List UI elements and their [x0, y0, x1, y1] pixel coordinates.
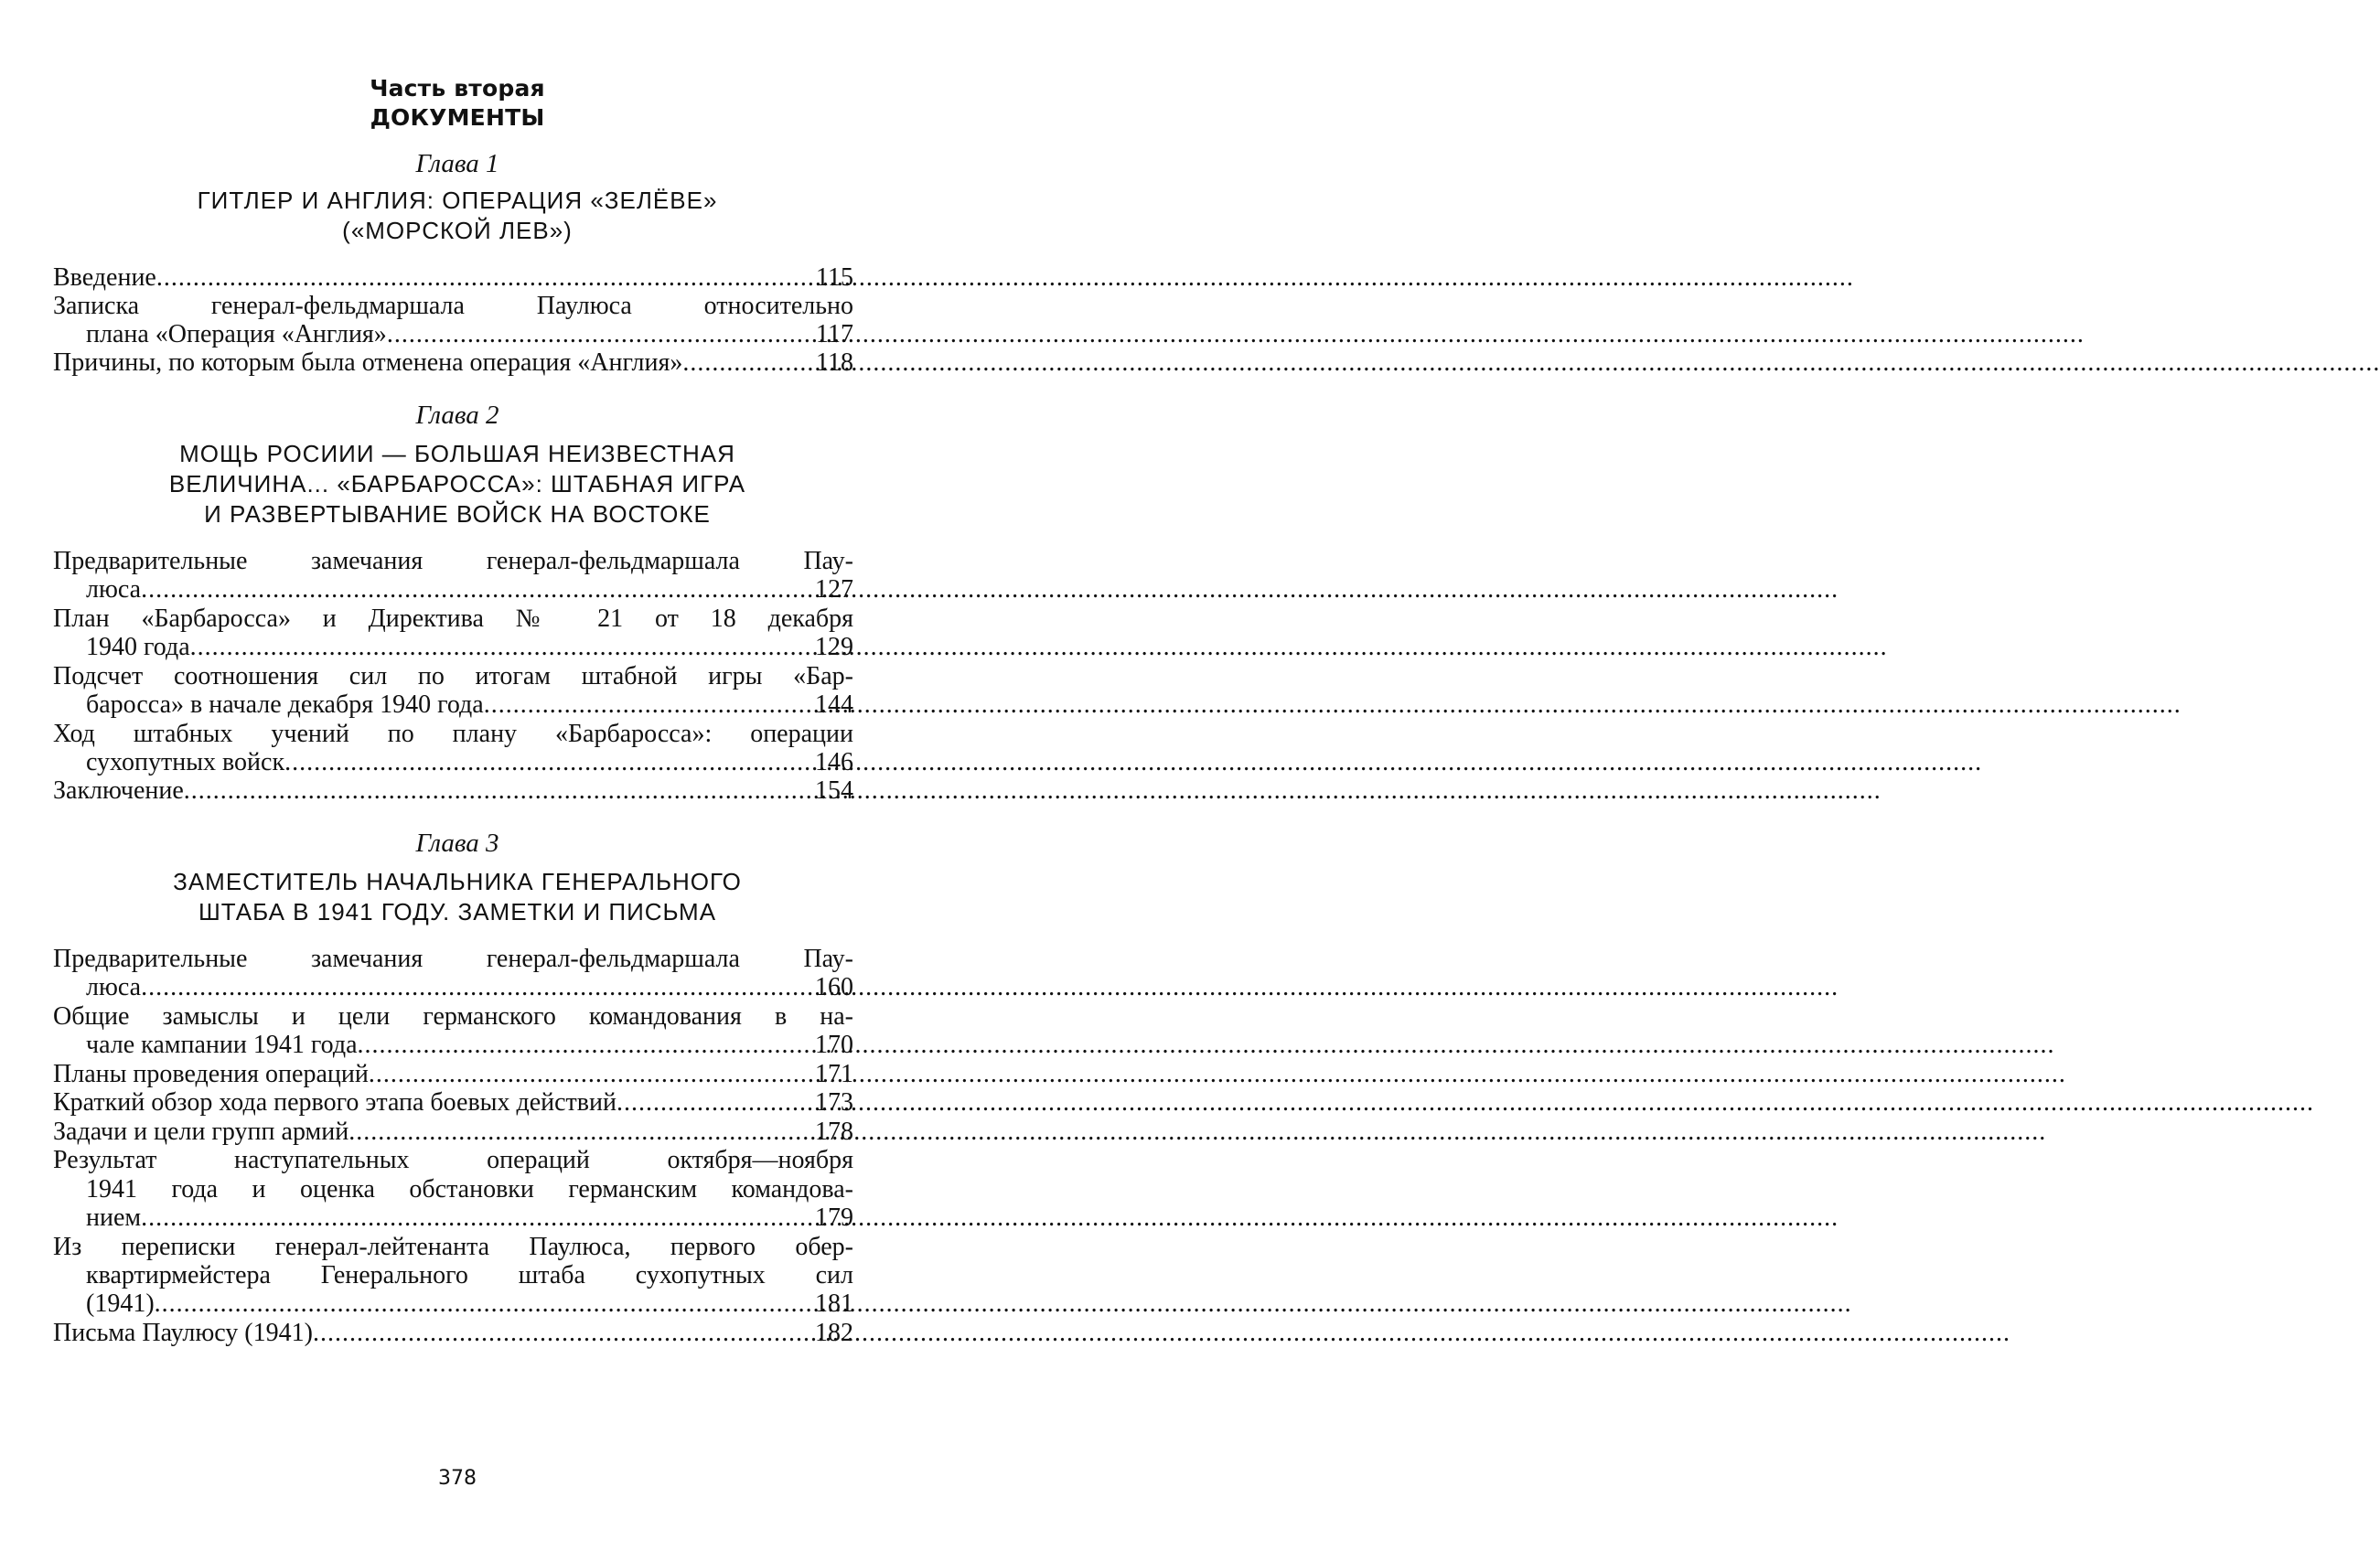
chapter-2-title — [73, 439, 842, 530]
toc-page-number: 154 — [815, 776, 853, 805]
dot-leader — [484, 689, 815, 722]
toc-entry-barbarossa-plan-cont[interactable] — [86, 631, 853, 664]
toc-entry-text: (1941) — [86, 1289, 155, 1318]
dot-leader — [616, 1086, 815, 1119]
toc-entry-text: 1941 года и оценка обстановки германским командова- — [86, 1175, 853, 1204]
book-page — [0, 0, 915, 1562]
toc-entry-text: Предварительные замечания генерал-фельдмаршала Пау- — [53, 547, 853, 575]
dot-leader — [313, 1317, 815, 1350]
toc-page-number: 160 — [815, 973, 853, 1001]
toc-entry-conclusion[interactable] — [53, 775, 853, 808]
chapter-title-line: ГИТЛЕР И АНГЛИЯ: ОПЕРАЦИЯ «ЗЕЛЁВЕ» — [197, 187, 718, 214]
toc-page-number: 173 — [815, 1088, 853, 1117]
toc-entry-offensive-results-cont-2[interactable] — [86, 1202, 853, 1235]
toc-entry-text: квартирмейстера Генерального штаба сухопутных сил — [86, 1261, 853, 1289]
toc-entry-text: сухопутных войск — [86, 748, 285, 776]
toc-entry-prelim-remarks-2-cont[interactable] — [86, 971, 853, 1004]
toc-page-number: 170 — [815, 1031, 853, 1059]
dot-leader — [155, 1288, 815, 1321]
toc-page-number: 181 — [815, 1289, 853, 1318]
dot-leader — [141, 573, 815, 606]
chapter-3-label: Глава 3 — [415, 829, 499, 858]
toc-entry-text: люса — [86, 973, 142, 1001]
toc-entry-offensive-results[interactable] — [53, 1144, 853, 1177]
toc-entry-text: Предварительные замечания генерал-фельдмаршала Пау- — [53, 945, 853, 973]
toc-entry-letters-to-paulus[interactable] — [53, 1317, 853, 1350]
toc-entry-text: Ход штабных учений по плану «Барбаросса»: операции — [53, 720, 853, 748]
toc-entry-text: Записка генерал-фельдмаршала Паулюса относительно — [53, 292, 853, 320]
toc-entry-general-goals-cont[interactable] — [86, 1029, 853, 1062]
dot-leader — [682, 347, 816, 380]
chapter-3-title — [73, 867, 842, 927]
toc-entry-text: люса — [86, 575, 142, 604]
part-title: Часть вторая — [370, 75, 545, 102]
dot-leader — [141, 971, 815, 1004]
chapter-2-label: Глава 2 — [415, 401, 499, 430]
chapter-title-line: ШТАБА В 1941 ГОДУ. ЗАМЕТКИ И ПИСЬМА — [198, 898, 717, 925]
chapter-1-title — [73, 186, 842, 246]
toc-page-number: 171 — [815, 1060, 853, 1088]
toc-entry-text: чале кампании 1941 года — [86, 1031, 358, 1059]
chapter-title-line: И РАЗВЕРТЫВАНИЕ ВОЙСК НА ВОСТОКЕ — [204, 500, 711, 528]
toc-entry-text: Краткий обзор хода первого этапа боевых действий — [53, 1088, 616, 1117]
toc-entry-prelim-remarks-1-cont[interactable] — [86, 573, 853, 606]
dot-leader — [141, 1202, 815, 1235]
toc-entry-text: Подсчет соотношения сил по итогам штабной игры «Бар- — [53, 662, 853, 690]
toc-entry-text: Причины, по которым была отменена операция «Англия» — [53, 348, 683, 377]
chapter-title-line: («МОРСКОЙ ЛЕВ») — [342, 217, 573, 244]
toc-page-number: 129 — [815, 633, 853, 661]
toc-entry-cancellation-reasons[interactable] — [53, 347, 853, 380]
toc-entry-text: Задачи и цели групп армий — [53, 1118, 349, 1146]
chapter-title-line: МОЩЬ РОСИИИ — БОЛЬШАЯ НЕИЗВЕСТНАЯ — [179, 440, 735, 467]
chapter-1-label: Глава 1 — [415, 149, 499, 178]
toc-page-number: 118 — [816, 348, 853, 377]
toc-entry-text: плана «Операция «Англия» — [86, 320, 387, 348]
toc-entry-text: нием — [86, 1204, 142, 1232]
toc-entry-text: План «Барбаросса» и Директива № 21 от 18 декабря — [53, 604, 853, 633]
toc-page-number: 115 — [816, 263, 853, 292]
toc-entry-paulus-correspondence-cont-2[interactable] — [86, 1288, 853, 1321]
dot-leader — [190, 631, 815, 664]
toc-entry-text: баросса» в начале декабря 1940 года — [86, 690, 484, 719]
toc-page-number: 178 — [815, 1118, 853, 1146]
chapter-title-line: ВЕЛИЧИНА... «БАРБАРОССА»: ШТАБНАЯ ИГРА — [168, 470, 746, 497]
toc-page-number: 182 — [815, 1319, 853, 1347]
toc-page-number: 179 — [815, 1204, 853, 1232]
toc-entry-text: Планы проведения операций — [53, 1060, 369, 1088]
part-subtitle: ДОКУМЕНТЫ — [370, 104, 545, 131]
toc-page-number: 146 — [815, 748, 853, 776]
dot-leader — [358, 1029, 815, 1062]
toc-entry-text: Результат наступательных операций октября—ноября — [53, 1146, 853, 1174]
toc-entry-text: Введение — [53, 263, 156, 292]
toc-page-number: 144 — [815, 690, 853, 719]
toc-entry-text: Общие замыслы и цели германского командования в на- — [53, 1002, 853, 1031]
toc-entry-force-ratio-cont[interactable] — [86, 689, 853, 722]
toc-entry-text: Заключение — [53, 776, 184, 805]
toc-page-number: 117 — [816, 320, 853, 348]
dot-leader — [184, 775, 815, 808]
chapter-title-line: ЗАМЕСТИТЕЛЬ НАЧАЛЬНИКА ГЕНЕРАЛЬНОГО — [173, 868, 742, 895]
toc-entry-first-stage-review[interactable] — [53, 1086, 853, 1119]
toc-page-number: 127 — [815, 575, 853, 604]
toc-entry-text: Письма Паулюсу (1941) — [53, 1319, 313, 1347]
toc-entry-text: Из переписки генерал-лейтенанта Паулюса, первого обер- — [53, 1233, 853, 1261]
toc-entry-text: 1940 года — [86, 633, 190, 661]
page-number: 378 — [438, 1467, 477, 1490]
